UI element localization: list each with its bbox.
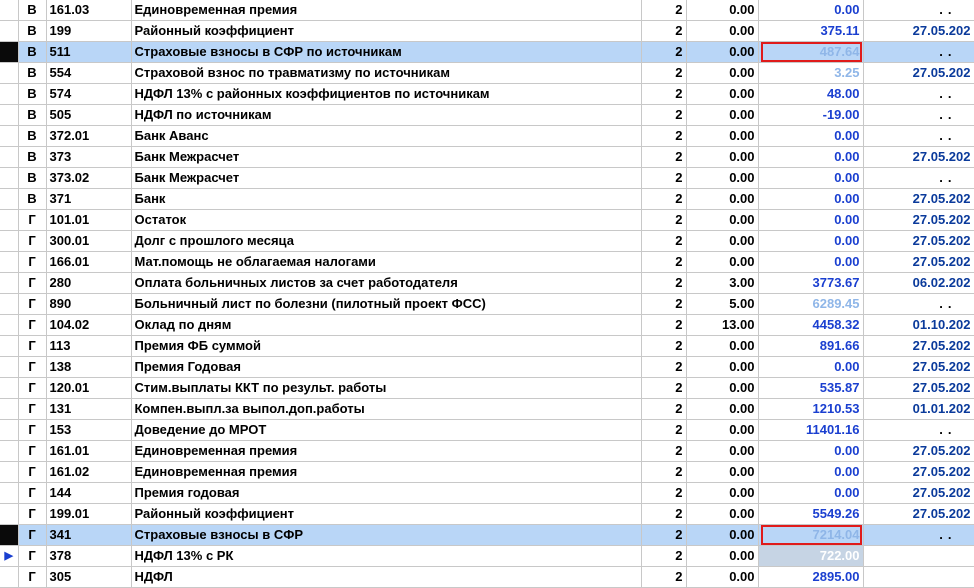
cell-sum[interactable] [758,210,863,231]
cell-days[interactable]: 0.00 [686,63,758,84]
cell-letter[interactable]: Г [18,210,46,231]
cell-sum[interactable] [758,294,863,315]
cell-date[interactable]: 27.05.202 [863,63,974,84]
cell-sum-value: 0.00 [834,212,860,227]
table-row[interactable] [0,252,974,273]
row-marker[interactable] [0,294,18,315]
cell-letter[interactable]: Г [18,336,46,357]
cell-number[interactable]: 2 [641,294,686,315]
cell-letter[interactable]: Г [18,504,46,525]
table-row[interactable] [0,336,974,357]
cell-letter[interactable]: Г [18,294,46,315]
cell-letter[interactable]: Г [18,462,46,483]
cell-number[interactable]: 2 [641,231,686,252]
cell-number[interactable]: 2 [641,63,686,84]
cell-name[interactable]: Премия ФБ суммой [131,336,641,357]
cell-number[interactable]: 2 [641,378,686,399]
cell-name[interactable]: НДФЛ 13% с РК [131,546,641,567]
cell-number[interactable]: 2 [641,315,686,336]
table-row[interactable] [0,525,974,546]
cell-sum-value: 2895.00 [812,569,860,584]
cell-sum-value: 0.00 [834,443,860,458]
cell-name[interactable]: Премия годовая [131,483,641,504]
cell-letter[interactable]: В [18,21,46,42]
cell-date[interactable]: 27.05.202 [863,21,974,42]
row-marker[interactable] [0,357,18,378]
cell-days[interactable]: 0.00 [686,462,758,483]
row-marker[interactable] [0,21,18,42]
cell-letter[interactable]: В [18,84,46,105]
row-marker[interactable] [0,168,18,189]
cell-days[interactable]: 0.00 [686,336,758,357]
row-marker[interactable] [0,567,18,588]
cell-sum-value: 0.00 [834,191,860,206]
cell-sum-value: 0.00 [834,464,860,479]
table-row[interactable] [0,378,974,399]
cell-sum-value: -19.00 [822,107,860,122]
cell-date[interactable]: 27.05.202 [863,441,974,462]
cell-sum-value: 4458.32 [812,317,860,332]
cell-date-empty: .. [939,296,957,311]
cell-days[interactable]: 0.00 [686,483,758,504]
cell-sum[interactable] [758,147,863,168]
cell-code[interactable]: 120.01 [46,378,131,399]
cell-letter[interactable]: Г [18,441,46,462]
table-row[interactable] [0,21,974,42]
cell-letter[interactable]: Г [18,252,46,273]
cell-sum-value: 0.00 [834,170,860,185]
table-row[interactable] [0,0,974,21]
row-marker[interactable] [0,63,18,84]
cell-letter[interactable]: Г [18,483,46,504]
cell-code[interactable]: 505 [46,105,131,126]
cell-code[interactable]: 378 [46,546,131,567]
cell-name[interactable]: Страховые взносы в СФР по источникам [131,42,641,63]
cell-code[interactable]: 161.01 [46,441,131,462]
row-marker[interactable] [0,399,18,420]
cell-name[interactable]: Оклад по дням [131,315,641,336]
cell-sum-value: 487.64 [819,44,860,59]
cell-code[interactable]: 153 [46,420,131,441]
cell-days[interactable]: 0.00 [686,189,758,210]
cell-date-empty: .. [939,422,957,437]
cell-days[interactable]: 0.00 [686,147,758,168]
cell-date-empty: .. [939,527,957,542]
cell-code[interactable]: 144 [46,483,131,504]
cell-number[interactable]: 2 [641,336,686,357]
table-row[interactable] [0,42,974,63]
cell-sum[interactable] [758,525,863,546]
cell-letter[interactable]: Г [18,567,46,588]
cell-sum[interactable] [758,63,863,84]
cell-days[interactable]: 0.00 [686,546,758,567]
table-row[interactable] [0,189,974,210]
cell-date-empty: .. [939,86,957,101]
cell-letter[interactable]: В [18,42,46,63]
cell-date[interactable] [863,546,974,567]
cell-number[interactable]: 2 [641,483,686,504]
cell-number[interactable]: 2 [641,189,686,210]
row-marker[interactable] [0,0,18,21]
cell-date[interactable] [863,294,974,315]
table-row[interactable] [0,462,974,483]
cell-date[interactable] [863,168,974,189]
cell-sum[interactable] [758,42,863,63]
cell-sum[interactable] [758,504,863,525]
table-row[interactable] [0,231,974,252]
cell-number[interactable]: 2 [641,105,686,126]
row-marker[interactable] [0,441,18,462]
cell-code[interactable]: 574 [46,84,131,105]
cell-sum-value: 1210.53 [812,401,860,416]
cell-code[interactable]: 341 [46,525,131,546]
cell-sum-value: 3773.67 [812,275,860,290]
cell-name[interactable]: Единовременная премия [131,462,641,483]
cell-code[interactable]: 371 [46,189,131,210]
cell-name[interactable]: Банк Межрасчет [131,168,641,189]
row-marker[interactable] [0,189,18,210]
cell-days[interactable]: 0.00 [686,252,758,273]
cell-code[interactable]: 280 [46,273,131,294]
cell-letter[interactable]: В [18,63,46,84]
cell-sum[interactable] [758,420,863,441]
cell-date-empty: .. [939,170,957,185]
cell-days[interactable]: 0.00 [686,441,758,462]
cell-sum[interactable] [758,252,863,273]
table-row[interactable] [0,126,974,147]
cell-days[interactable]: 13.00 [686,315,758,336]
cell-sum-value: 48.00 [826,86,860,101]
cell-sum-value: 0.00 [834,359,860,374]
cell-code[interactable]: 113 [46,336,131,357]
cell-code[interactable]: 373.02 [46,168,131,189]
cell-date-empty: .. [939,2,957,17]
cell-sum[interactable] [758,273,863,294]
cell-code[interactable]: 199.01 [46,504,131,525]
cell-name[interactable]: Страховые взносы в СФР [131,525,641,546]
cell-number[interactable]: 2 [641,126,686,147]
cell-name[interactable]: Стим.выплаты ККТ по результ. работы [131,378,641,399]
cell-name[interactable]: Оплата больничных листов за счет работодателя [131,273,641,294]
cell-letter[interactable]: Г [18,399,46,420]
cell-name[interactable]: Доведение до МРОТ [131,420,641,441]
cell-sum[interactable] [758,126,863,147]
cell-days[interactable]: 0.00 [686,105,758,126]
cell-sum-value: 0.00 [834,254,860,269]
cell-days[interactable]: 0.00 [686,126,758,147]
cell-days[interactable]: 0.00 [686,21,758,42]
cell-sum[interactable] [758,546,863,567]
cell-date[interactable]: 27.05.202 [863,357,974,378]
cell-date[interactable] [863,525,974,546]
cell-number[interactable]: 2 [641,147,686,168]
cell-days[interactable]: 0.00 [686,168,758,189]
cell-letter[interactable]: Г [18,546,46,567]
cell-sum[interactable] [758,84,863,105]
cell-letter[interactable]: В [18,0,46,21]
cell-days[interactable]: 3.00 [686,273,758,294]
row-marker[interactable] [0,462,18,483]
cell-days[interactable]: 0.00 [686,210,758,231]
cell-code[interactable]: 199 [46,21,131,42]
cell-sum[interactable] [758,462,863,483]
table-row[interactable] [0,294,974,315]
cell-code[interactable]: 138 [46,357,131,378]
table-row[interactable] [0,273,974,294]
cell-letter[interactable]: Г [18,315,46,336]
cell-letter[interactable]: Г [18,273,46,294]
table-row[interactable] [0,210,974,231]
cell-date[interactable]: 01.10.202 [863,315,974,336]
cell-number[interactable]: 2 [641,420,686,441]
table-row[interactable] [0,504,974,525]
cell-date[interactable]: 27.05.202 [863,378,974,399]
cell-sum-value: 0.00 [834,485,860,500]
row-cursor-icon[interactable] [0,546,18,567]
cell-code[interactable]: 161.03 [46,0,131,21]
cell-letter[interactable]: Г [18,420,46,441]
cell-date-empty: .. [939,107,957,122]
cell-days[interactable]: 0.00 [686,525,758,546]
cell-name[interactable]: Остаток [131,210,641,231]
cell-sum[interactable] [758,336,863,357]
cell-letter[interactable]: Г [18,525,46,546]
row-marker[interactable] [0,147,18,168]
cell-name[interactable]: Больничный лист по болезни (пилотный проект ФСС) [131,294,641,315]
table-row[interactable] [0,315,974,336]
cell-sum[interactable] [758,399,863,420]
table-row[interactable] [0,63,974,84]
cell-name[interactable]: Банк [131,189,641,210]
cell-date[interactable] [863,42,974,63]
cell-number[interactable]: 2 [641,441,686,462]
cell-letter[interactable]: Г [18,357,46,378]
cell-days[interactable]: 0.00 [686,84,758,105]
cell-name[interactable]: Компен.выпл.за выпол.доп.работы [131,399,641,420]
cell-number[interactable]: 2 [641,210,686,231]
cell-code[interactable]: 511 [46,42,131,63]
cell-sum[interactable] [758,105,863,126]
row-marker[interactable] [0,483,18,504]
cell-name[interactable]: Банк Аванс [131,126,641,147]
cell-sum-value: 0.00 [834,2,860,17]
cell-code[interactable]: 300.01 [46,231,131,252]
table-row[interactable] [0,105,974,126]
cell-sum[interactable] [758,378,863,399]
table-row[interactable] [0,546,974,567]
cell-number[interactable]: 2 [641,168,686,189]
table-row[interactable] [0,84,974,105]
cell-date[interactable]: 27.05.202 [863,231,974,252]
cell-date[interactable]: 27.05.202 [863,189,974,210]
cell-name[interactable]: Мат.помощь не облагаемая налогами [131,252,641,273]
row-marker[interactable] [0,231,18,252]
cell-date[interactable] [863,420,974,441]
cell-number[interactable]: 2 [641,462,686,483]
cell-sum[interactable] [758,21,863,42]
cell-days[interactable]: 5.00 [686,294,758,315]
cell-number[interactable]: 2 [641,0,686,21]
cell-date-empty: .. [939,128,957,143]
cell-letter[interactable]: В [18,147,46,168]
cell-name[interactable]: Страховой взнос по травматизму по источникам [131,63,641,84]
cell-sum-value: 0.00 [834,233,860,248]
cell-date[interactable]: 27.05.202 [863,336,974,357]
cell-sum-value: 375.11 [820,23,860,38]
cell-number[interactable]: 2 [641,546,686,567]
cell-days[interactable]: 0.00 [686,399,758,420]
cell-sum[interactable] [758,441,863,462]
cell-number[interactable]: 2 [641,504,686,525]
cell-date[interactable]: 27.05.202 [863,504,974,525]
cell-code[interactable]: 554 [46,63,131,84]
cell-date[interactable]: 06.02.202 [863,273,974,294]
cell-code[interactable]: 131 [46,399,131,420]
row-marker[interactable] [0,42,18,63]
cell-date[interactable] [863,0,974,21]
cell-date[interactable]: 27.05.202 [863,483,974,504]
cell-date[interactable] [863,84,974,105]
cell-sum[interactable] [758,0,863,21]
table-row[interactable] [0,357,974,378]
table-row[interactable] [0,147,974,168]
current-row-arrow-icon: ▶ [4,550,13,562]
row-marker[interactable] [0,84,18,105]
row-marker[interactable] [0,525,18,546]
cell-days[interactable]: 0.00 [686,378,758,399]
cell-letter[interactable]: Г [18,231,46,252]
cell-sum-value: 5549.26 [812,506,860,521]
cell-sum-value: 7214.04 [812,527,860,542]
cell-sum[interactable] [758,357,863,378]
cell-sum[interactable] [758,483,863,504]
row-marker[interactable] [0,126,18,147]
cell-days[interactable]: 0.00 [686,357,758,378]
cell-name[interactable]: Премия Годовая [131,357,641,378]
cell-days[interactable]: 0.00 [686,567,758,588]
cell-date[interactable] [863,567,974,588]
cell-sum-value: 891.66 [819,338,860,353]
cell-sum-value: 0.00 [834,128,860,143]
row-marker[interactable] [0,420,18,441]
cell-date[interactable]: 27.05.202 [863,252,974,273]
cell-number[interactable]: 2 [641,399,686,420]
cell-sum-value: 0.00 [834,149,860,164]
cell-name[interactable]: Районный коэффициент [131,21,641,42]
cell-name[interactable]: Долг с прошлого месяца [131,231,641,252]
cell-sum-value: 11401.16 [805,422,860,437]
cell-sum-value: 722.00 [819,548,860,563]
cell-letter[interactable]: Г [18,378,46,399]
cell-date[interactable]: 27.05.202 [863,462,974,483]
table-row[interactable] [0,567,974,588]
cell-sum-value: 6289.45 [812,296,860,311]
cell-sum[interactable] [758,315,863,336]
cell-code[interactable]: 890 [46,294,131,315]
row-marker[interactable] [0,273,18,294]
table-row[interactable] [0,168,974,189]
cell-date[interactable]: 27.05.202 [863,147,974,168]
table-row[interactable] [0,441,974,462]
cell-number[interactable]: 2 [641,252,686,273]
cell-name[interactable]: Единовременная премия [131,0,641,21]
cell-sum[interactable] [758,168,863,189]
cell-date[interactable]: 27.05.202 [863,210,974,231]
cell-days[interactable]: 0.00 [686,0,758,21]
cell-number[interactable]: 2 [641,84,686,105]
cell-code[interactable]: 372.01 [46,126,131,147]
row-marker[interactable] [0,105,18,126]
cell-sum-value: 3.25 [834,65,860,80]
table-row[interactable] [0,420,974,441]
cell-name[interactable]: Районный коэффициент [131,504,641,525]
cell-name[interactable]: НДФЛ [131,567,641,588]
cell-name[interactable]: НДФЛ по источникам [131,105,641,126]
cell-code[interactable]: 161.02 [46,462,131,483]
cell-sum-value: 535.87 [819,380,860,395]
cell-name[interactable]: Единовременная премия [131,441,641,462]
cell-name[interactable]: НДФЛ 13% с районных коэффициентов по источникам [131,84,641,105]
cell-date[interactable] [863,105,974,126]
row-marker[interactable] [0,210,18,231]
row-marker[interactable] [0,252,18,273]
cell-number[interactable]: 2 [641,357,686,378]
cell-date[interactable]: 01.01.202 [863,399,974,420]
cell-letter[interactable]: В [18,168,46,189]
cell-number[interactable]: 2 [641,42,686,63]
cell-code[interactable]: 373 [46,147,131,168]
cell-letter[interactable]: В [18,105,46,126]
cell-code[interactable]: 166.01 [46,252,131,273]
cell-days[interactable]: 0.00 [686,42,758,63]
cell-sum[interactable] [758,567,863,588]
row-marker[interactable] [0,336,18,357]
cell-number[interactable]: 2 [641,525,686,546]
cell-days[interactable]: 0.00 [686,420,758,441]
cell-code[interactable]: 101.01 [46,210,131,231]
cell-date-empty: .. [939,44,957,59]
cell-letter[interactable]: В [18,189,46,210]
cell-date[interactable] [863,126,974,147]
row-marker[interactable] [0,504,18,525]
cell-days[interactable]: 0.00 [686,231,758,252]
cell-sum[interactable] [758,231,863,252]
row-marker[interactable] [0,315,18,336]
cell-code[interactable]: 104.02 [46,315,131,336]
cell-sum[interactable] [758,189,863,210]
cell-name[interactable]: Банк Межрасчет [131,147,641,168]
cell-letter[interactable]: В [18,126,46,147]
cell-number[interactable]: 2 [641,21,686,42]
cell-days[interactable]: 0.00 [686,504,758,525]
table-row[interactable] [0,399,974,420]
cell-code[interactable]: 305 [46,567,131,588]
cell-number[interactable]: 2 [641,567,686,588]
table-row[interactable] [0,483,974,504]
cell-number[interactable]: 2 [641,273,686,294]
row-marker[interactable] [0,378,18,399]
